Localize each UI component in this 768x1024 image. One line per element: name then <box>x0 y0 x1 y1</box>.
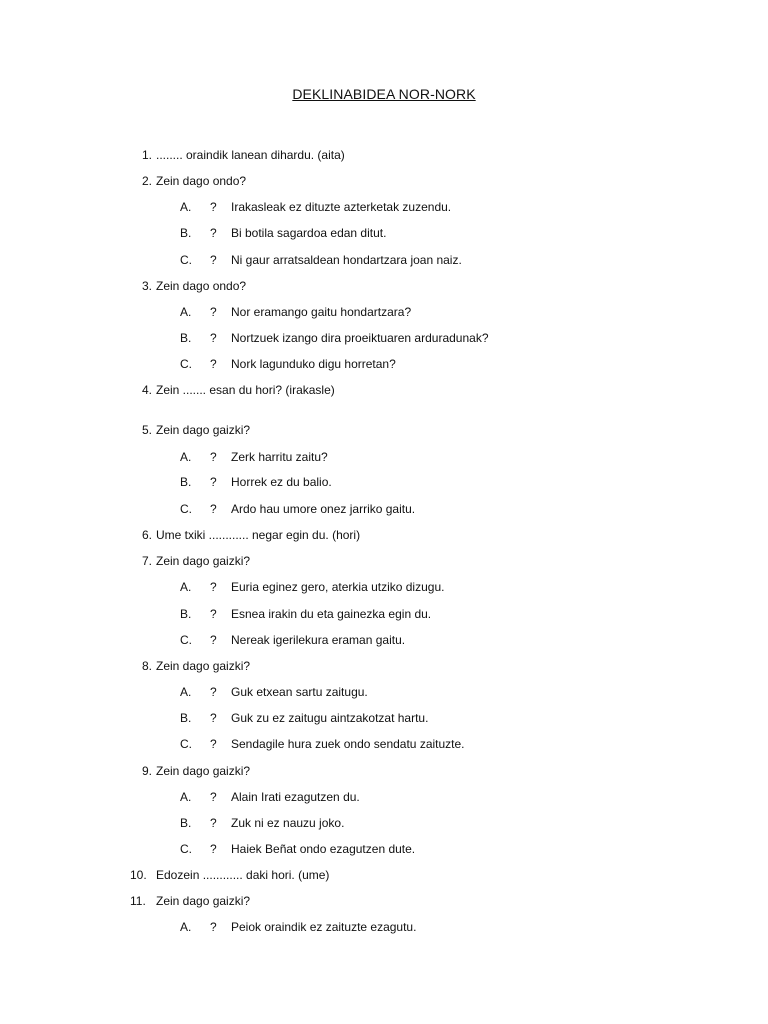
question-number: 1. <box>141 148 152 162</box>
question-number: 9. <box>141 764 152 778</box>
option-mark: ? <box>210 633 217 647</box>
option-text: Haiek Beñat ondo ezagutzen dute. <box>231 842 416 856</box>
option-text: Horrek ez du balio. <box>231 475 332 489</box>
option-text: Nereak igerilekura eraman gaitu. <box>231 633 406 647</box>
option-text: Alain Irati ezagutzen du. <box>231 790 360 804</box>
option-letter: C. <box>180 737 192 751</box>
option-letter: C. <box>180 842 192 856</box>
question-number: 11. <box>130 894 146 908</box>
option-letter: B. <box>180 226 192 240</box>
option-text: Zerk harritu zaitu? <box>231 450 328 464</box>
question-text: Zein dago gaizki? <box>156 659 251 673</box>
option-letter: B. <box>180 331 192 345</box>
question-text: Zein ....... esan du hori? (irakasle) <box>156 383 335 397</box>
option-mark: ? <box>210 685 217 699</box>
option-mark: ? <box>210 920 217 934</box>
option-text: Bi botila sagardoa edan ditut. <box>231 226 387 240</box>
question-text: Zein dago gaizki? <box>156 894 251 908</box>
page-title: DEKLINABIDEA NOR-NORK <box>292 86 476 102</box>
question-number: 6. <box>141 528 152 542</box>
option-mark: ? <box>210 253 217 267</box>
question-text: Zein dago gaizki? <box>156 764 251 778</box>
option-letter: A. <box>180 920 192 934</box>
option-mark: ? <box>210 475 217 489</box>
option-mark: ? <box>210 607 217 621</box>
option-text: Nortzuek izango dira proeiktuaren arduradunak? <box>231 331 489 345</box>
option-letter: A. <box>180 580 192 594</box>
question-text: Zein dago ondo? <box>156 279 247 293</box>
question-number: 7. <box>141 554 152 568</box>
option-letter: A. <box>180 685 192 699</box>
question-text: Zein dago ondo? <box>156 174 247 188</box>
option-text: Peiok oraindik ez zaituzte ezagutu. <box>231 920 417 934</box>
option-letter: B. <box>180 607 192 621</box>
option-mark: ? <box>210 450 217 464</box>
question-number: 10. <box>130 868 147 882</box>
question-text: ........ oraindik lanean dihardu. (aita) <box>156 148 345 162</box>
option-text: Ni gaur arratsaldean hondartzara joan naiz. <box>231 253 462 267</box>
question-text: Zein dago gaizki? <box>156 554 251 568</box>
option-text: Sendagile hura zuek ondo sendatu zaituzte. <box>231 737 465 751</box>
option-text: Nork lagunduko digu horretan? <box>231 357 396 371</box>
question-text: Edozein ............ daki hori. (ume) <box>156 868 330 882</box>
option-mark: ? <box>210 711 217 725</box>
option-letter: B. <box>180 475 192 489</box>
option-mark: ? <box>210 305 217 319</box>
option-text: Esnea irakin du eta gainezka egin du. <box>231 607 432 621</box>
option-text: Euria eginez gero, aterkia utziko dizugu. <box>231 580 445 594</box>
option-letter: C. <box>180 253 192 267</box>
option-letter: B. <box>180 711 192 725</box>
question-number: 2. <box>141 174 152 188</box>
option-mark: ? <box>210 331 217 345</box>
option-mark: ? <box>210 502 217 516</box>
option-text: Zuk ni ez nauzu joko. <box>231 816 345 830</box>
option-mark: ? <box>210 842 217 856</box>
option-text: Ardo hau umore onez jarriko gaitu. <box>231 502 416 516</box>
question-number: 4. <box>141 383 152 397</box>
option-letter: A. <box>180 450 192 464</box>
option-letter: A. <box>180 200 192 214</box>
question-text: Ume txiki ............ negar egin du. (hori) <box>156 528 361 542</box>
option-mark: ? <box>210 816 217 830</box>
option-letter: A. <box>180 790 192 804</box>
question-number: 3. <box>141 279 152 293</box>
option-letter: C. <box>180 357 192 371</box>
option-text: Guk etxean sartu zaitugu. <box>231 685 368 699</box>
question-number: 5. <box>141 423 152 437</box>
option-text: Guk zu ez zaitugu aintzakotzat hartu. <box>231 711 429 725</box>
question-text: Zein dago gaizki? <box>156 423 251 437</box>
option-mark: ? <box>210 790 217 804</box>
option-letter: B. <box>180 816 192 830</box>
option-mark: ? <box>210 737 217 751</box>
option-mark: ? <box>210 357 217 371</box>
option-mark: ? <box>210 200 217 214</box>
option-letter: A. <box>180 305 192 319</box>
option-letter: C. <box>180 633 192 647</box>
option-mark: ? <box>210 580 217 594</box>
option-mark: ? <box>210 226 217 240</box>
option-letter: C. <box>180 502 192 516</box>
option-text: Nor eramango gaitu hondartzara? <box>231 305 412 319</box>
option-text: Irakasleak ez dituzte azterketak zuzendu. <box>231 200 452 214</box>
question-number: 8. <box>141 659 152 673</box>
